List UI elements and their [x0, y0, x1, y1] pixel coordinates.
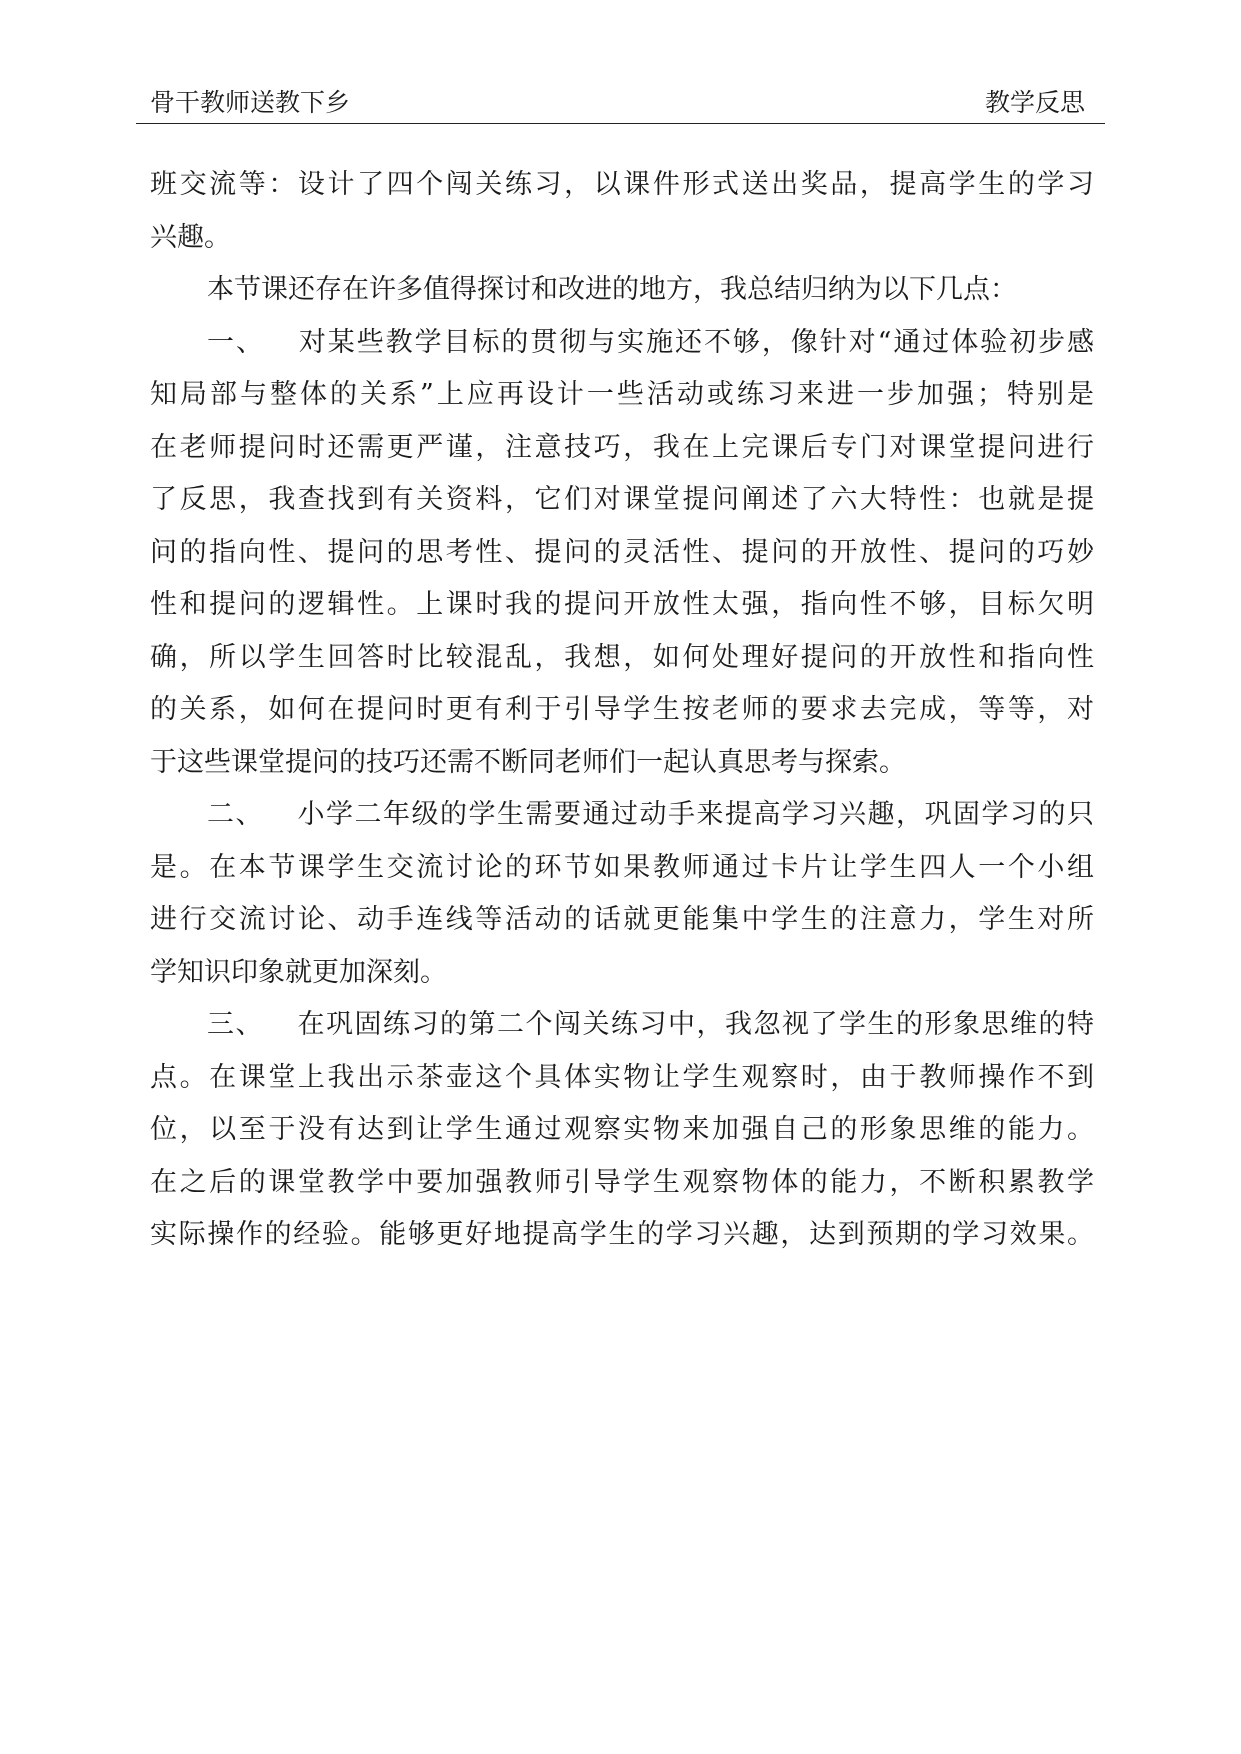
- body-line-text: 在巩固练习的第二个闯关练习中，我忽视了学生的形象思维的特: [296, 1009, 1094, 1040]
- header-right-title: 教学反思: [984, 88, 1085, 117]
- list-item-three-first-line: [150, 999, 1094, 1052]
- body-line-text: 小学二年级的学生需要通过动手来提高学习兴趣，巩固学习的只: [296, 799, 1094, 830]
- body-line: 进行交流讨论、动手连线等活动的话就更能集中学生的注意力，学生对所: [150, 904, 1094, 935]
- body-line: 本节课还存在许多值得探讨和改进的地方，我总结归纳为以下几点：: [207, 274, 1017, 305]
- body-line-text: 对某些教学目标的贯彻与实施还不够，像针对“通过体验初步感: [296, 326, 1095, 358]
- body-line: 知局部与整体的关系”上应再设计一些活动或练习来进一步加强；特别是: [150, 379, 1094, 410]
- body-line: 了反思，我查找到有关资料，它们对课堂提问阐述了六大特性：也就是提: [150, 484, 1094, 515]
- list-item-two-first-line: [150, 789, 1094, 842]
- body-line: 的关系，如何在提问时更有利于引导学生按老师的要求去完成，等等，对: [150, 694, 1094, 725]
- list-marker: 一、: [207, 326, 265, 358]
- list-item-one-first-line: [150, 317, 1094, 370]
- body-line: 性和提问的逻辑性。上课时我的提问开放性太强，指向性不够，目标欠明: [150, 589, 1094, 620]
- header-left-title: 骨干教师送教下乡: [150, 88, 351, 117]
- body-line: 于这些课堂提问的技巧还需不断同老师们一起认真思考与探索。: [150, 746, 906, 778]
- body-line: 在老师提问时还需更严谨，注意技巧，我在上完课后专门对课堂提问进行: [150, 431, 1094, 463]
- body-line: 问的指向性、提问的思考性、提问的灵活性、提问的开放性、提问的巧妙: [150, 536, 1094, 568]
- list-marker: 三、: [207, 1009, 264, 1040]
- body-line: 兴趣。: [150, 221, 231, 253]
- body-line: 在之后的课堂教学中要加强教师引导学生观察物体的能力，不断积累教学: [150, 1166, 1094, 1198]
- body-line: 位，以至于没有达到让学生通过观察实物来加强自己的形象思维的能力。: [150, 1114, 1094, 1145]
- body-line: 班交流等：设计了四个闯关练习，以课件形式送出奖品，提高学生的学习: [150, 169, 1094, 200]
- body-line: 点。在课堂上我出示茶壶这个具体实物让学生观察时，由于教师操作不到: [150, 1061, 1094, 1093]
- body-line: 学知识印象就更加深刻。: [150, 956, 447, 988]
- page-header: [136, 0, 1105, 124]
- body-line: 确，所以学生回答时比较混乱，我想，如何处理好提问的开放性和指向性: [150, 641, 1094, 673]
- body-line: 是。在本节课学生交流讨论的环节如果教师通过卡片让学生四人一个小组: [150, 851, 1094, 883]
- document-body: [150, 159, 1094, 1262]
- list-marker: 二、: [207, 799, 264, 830]
- body-line: 实际操作的经验。能够更好地提高学生的学习兴趣，达到预期的学习效果。: [150, 1219, 1094, 1250]
